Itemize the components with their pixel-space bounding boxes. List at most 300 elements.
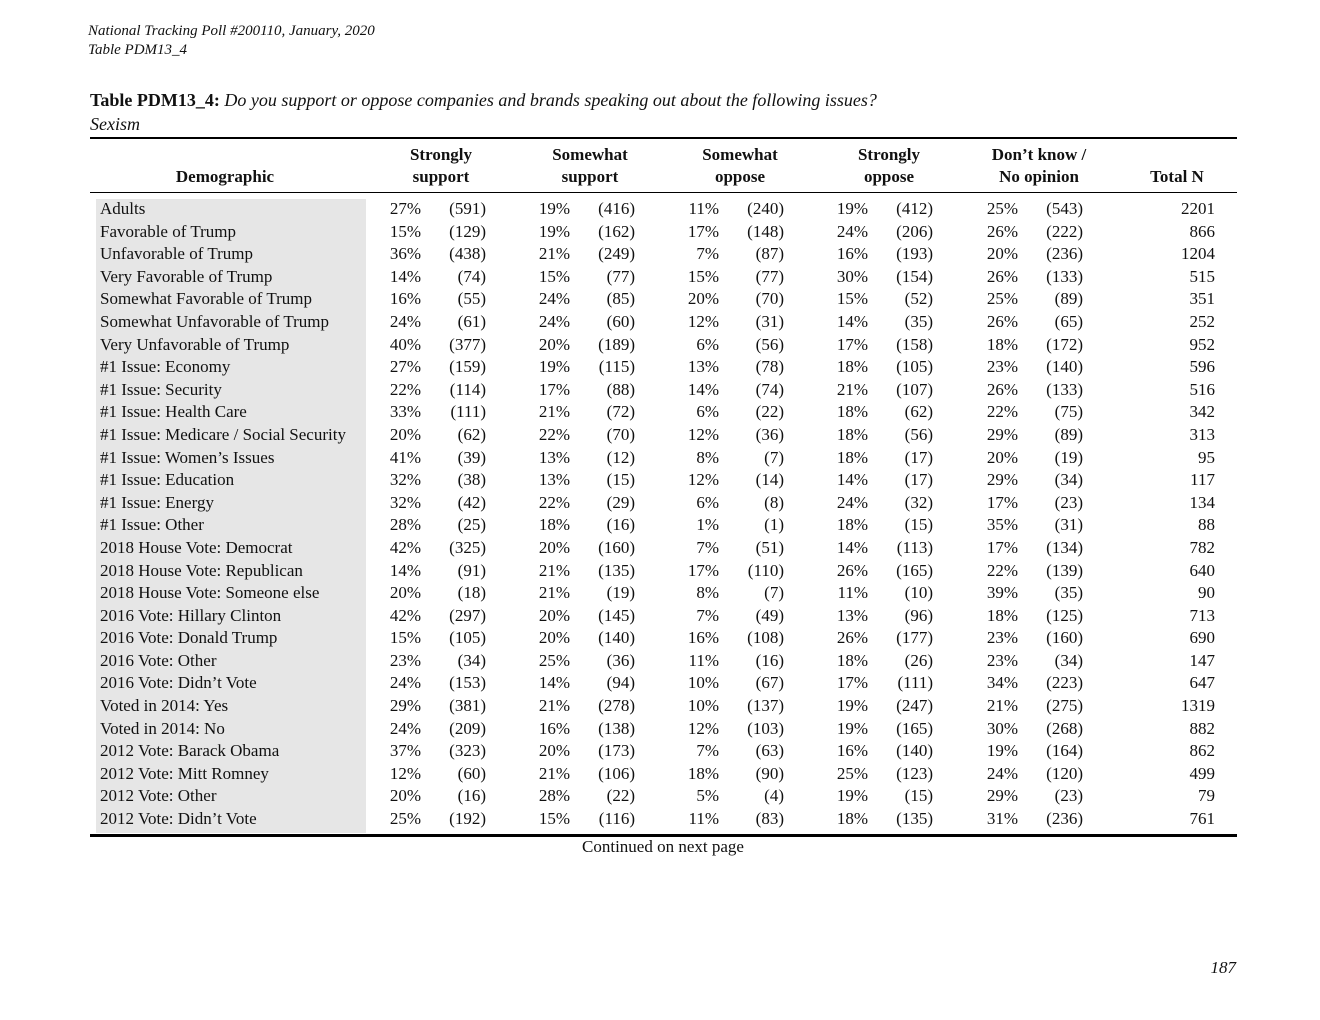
cell-somewhat-support-pct: 19% — [538, 221, 570, 241]
cell-total-n: 252 — [1189, 311, 1215, 331]
cell-strongly-oppose-pct: 14% — [836, 311, 868, 331]
cell-total-n: 952 — [1189, 334, 1215, 354]
column-header-line: Strongly — [409, 145, 473, 164]
cell-strongly-oppose-n: (15) — [904, 515, 933, 535]
cell-strongly-oppose-pct: 15% — [836, 289, 868, 309]
cell-total-n: 147 — [1189, 650, 1215, 670]
cell-somewhat-oppose-pct: 11% — [688, 809, 719, 829]
cell-total-n: 516 — [1189, 379, 1215, 399]
cell-strongly-oppose-n: (26) — [904, 650, 933, 670]
cell-somewhat-support-n: (116) — [598, 809, 635, 829]
cell-strongly-support-pct: 20% — [389, 583, 421, 603]
cell-strongly-support-pct: 22% — [389, 379, 421, 399]
cell-strongly-support-pct: 41% — [389, 447, 421, 467]
cell-somewhat-support-pct: 21% — [538, 402, 570, 422]
cell-dont-know-n: (65) — [1054, 311, 1083, 331]
column-header-demographic — [150, 166, 300, 188]
cell-total-n: 313 — [1189, 424, 1215, 444]
cell-somewhat-oppose-pct: 10% — [687, 673, 719, 693]
column-header-somewhat-oppose — [680, 144, 800, 188]
row-demographic-label: Somewhat Favorable of Trump — [100, 289, 313, 309]
row-demographic-label: 2018 House Vote: Someone else — [100, 583, 320, 603]
table-row — [0, 198, 1320, 221]
cell-somewhat-oppose-n: (8) — [764, 492, 784, 512]
cell-somewhat-oppose-n: (7) — [764, 583, 784, 603]
cell-dont-know-n: (34) — [1054, 470, 1083, 490]
row-demographic-label: #1 Issue: Medicare / Social Security — [100, 424, 346, 444]
cell-strongly-oppose-pct: 18% — [836, 424, 868, 444]
cell-somewhat-oppose-n: (63) — [755, 741, 784, 761]
cell-strongly-oppose-n: (52) — [904, 289, 933, 309]
cell-strongly-oppose-pct: 14% — [836, 537, 868, 557]
cell-somewhat-oppose-n: (7) — [764, 447, 784, 467]
top-rule — [90, 137, 1237, 139]
cell-strongly-support-n: (114) — [449, 379, 486, 399]
cell-strongly-support-n: (297) — [449, 605, 486, 625]
cell-somewhat-oppose-n: (1) — [764, 515, 784, 535]
cell-dont-know-pct: 24% — [986, 763, 1018, 783]
cell-strongly-oppose-n: (412) — [896, 199, 933, 218]
table-question: Do you support or oppose companies and brands speaking out about the following issues? — [224, 90, 877, 110]
cell-strongly-support-pct: 36% — [389, 244, 421, 264]
table-row — [0, 582, 1320, 605]
cell-strongly-oppose-pct: 26% — [836, 560, 868, 580]
cell-strongly-oppose-pct: 19% — [836, 786, 868, 806]
cell-total-n: 866 — [1189, 221, 1215, 241]
table-row — [0, 356, 1320, 379]
cell-somewhat-support-pct: 19% — [538, 199, 570, 218]
cell-dont-know-n: (23) — [1054, 786, 1083, 806]
cell-strongly-oppose-pct: 18% — [836, 809, 868, 829]
cell-strongly-support-n: (16) — [457, 786, 486, 806]
cell-somewhat-support-pct: 20% — [538, 334, 570, 354]
cell-dont-know-pct: 20% — [986, 244, 1018, 264]
cell-strongly-support-pct: 40% — [389, 334, 421, 354]
cell-somewhat-oppose-pct: 7% — [696, 537, 719, 557]
cell-total-n: 95 — [1198, 447, 1215, 467]
cell-strongly-support-pct: 23% — [389, 650, 421, 670]
cell-somewhat-support-pct: 24% — [538, 289, 570, 309]
cell-somewhat-oppose-n: (36) — [755, 424, 784, 444]
row-demographic-label: #1 Issue: Economy — [100, 357, 231, 377]
cell-strongly-support-n: (377) — [449, 334, 486, 354]
cell-dont-know-n: (89) — [1054, 424, 1083, 444]
cell-strongly-support-n: (159) — [449, 357, 486, 377]
cell-strongly-oppose-pct: 13% — [836, 605, 868, 625]
cell-strongly-support-pct: 14% — [389, 266, 421, 286]
column-header-strongly-oppose — [829, 144, 949, 188]
cell-strongly-support-pct: 29% — [389, 696, 421, 716]
cell-total-n: 134 — [1189, 492, 1215, 512]
table-row — [0, 627, 1320, 650]
row-demographic-label: Favorable of Trump — [100, 221, 236, 241]
cell-strongly-support-n: (34) — [457, 650, 486, 670]
cell-somewhat-support-n: (145) — [598, 605, 635, 625]
cell-strongly-support-n: (192) — [449, 809, 486, 829]
column-header-line: oppose — [714, 167, 766, 186]
cell-strongly-oppose-n: (96) — [904, 605, 933, 625]
cell-somewhat-support-n: (70) — [606, 424, 635, 444]
cell-strongly-support-n: (60) — [457, 763, 486, 783]
cell-somewhat-oppose-n: (78) — [755, 357, 784, 377]
row-demographic-label: 2016 Vote: Donald Trump — [100, 628, 278, 648]
cell-strongly-oppose-n: (32) — [904, 492, 933, 512]
cell-somewhat-support-pct: 20% — [538, 537, 570, 557]
row-demographic-label: #1 Issue: Energy — [100, 492, 214, 512]
cell-strongly-support-pct: 15% — [389, 221, 421, 241]
cell-dont-know-n: (140) — [1046, 357, 1083, 377]
cell-somewhat-oppose-pct: 18% — [687, 763, 719, 783]
cell-somewhat-oppose-pct: 10% — [687, 696, 719, 716]
row-demographic-label: Somewhat Unfavorable of Trump — [100, 311, 330, 331]
cell-somewhat-oppose-pct: 12% — [687, 470, 719, 490]
cell-strongly-support-n: (38) — [457, 470, 486, 490]
cell-dont-know-n: (236) — [1046, 809, 1083, 829]
cell-strongly-support-pct: 28% — [389, 515, 421, 535]
column-header-somewhat-support — [530, 144, 650, 188]
cell-strongly-oppose-n: (206) — [896, 221, 933, 241]
column-header-demographic-text: Demographic — [175, 167, 275, 186]
table-row — [0, 334, 1320, 357]
cell-dont-know-n: (268) — [1046, 718, 1083, 738]
cell-strongly-support-pct: 15% — [389, 628, 421, 648]
cell-strongly-oppose-pct: 17% — [836, 334, 868, 354]
cell-strongly-oppose-pct: 18% — [836, 447, 868, 467]
cell-strongly-oppose-pct: 21% — [836, 379, 868, 399]
cell-somewhat-oppose-n: (108) — [747, 628, 784, 648]
cell-strongly-oppose-pct: 30% — [836, 266, 868, 286]
cell-somewhat-support-pct: 15% — [538, 809, 570, 829]
cell-strongly-support-n: (25) — [457, 515, 486, 535]
cell-somewhat-support-pct: 15% — [538, 266, 570, 286]
cell-dont-know-pct: 35% — [986, 515, 1018, 535]
running-head — [88, 22, 375, 60]
cell-strongly-support-pct: 37% — [389, 741, 421, 761]
cell-strongly-support-pct: 14% — [389, 560, 421, 580]
table-row — [0, 514, 1320, 537]
running-head-table-id: Table PDM13_4 — [88, 42, 188, 58]
cell-strongly-support-n: (61) — [457, 311, 486, 331]
cell-strongly-oppose-n: (56) — [904, 424, 933, 444]
cell-strongly-support-pct: 32% — [389, 470, 421, 490]
row-demographic-label: 2016 Vote: Hillary Clinton — [100, 605, 282, 625]
row-demographic-label: 2012 Vote: Didn’t Vote — [100, 809, 257, 829]
cell-somewhat-support-n: (189) — [598, 334, 635, 354]
row-demographic-label: Voted in 2014: No — [100, 718, 225, 738]
cell-strongly-support-pct: 20% — [389, 786, 421, 806]
cell-somewhat-support-n: (60) — [606, 311, 635, 331]
table-body — [0, 198, 1320, 831]
cell-dont-know-pct: 26% — [986, 379, 1018, 399]
cell-somewhat-support-pct: 21% — [538, 696, 570, 716]
cell-total-n: 647 — [1189, 673, 1215, 693]
cell-strongly-support-n: (105) — [449, 628, 486, 648]
row-demographic-label: 2018 House Vote: Republican — [100, 560, 303, 580]
cell-dont-know-pct: 34% — [986, 673, 1018, 693]
cell-somewhat-oppose-n: (103) — [747, 718, 784, 738]
cell-total-n: 499 — [1189, 763, 1215, 783]
cell-strongly-oppose-pct: 18% — [836, 357, 868, 377]
cell-somewhat-oppose-n: (74) — [755, 379, 784, 399]
cell-strongly-oppose-pct: 16% — [836, 244, 868, 264]
cell-somewhat-oppose-pct: 11% — [688, 199, 719, 218]
cell-strongly-oppose-n: (17) — [904, 447, 933, 467]
cell-strongly-oppose-pct: 24% — [836, 492, 868, 512]
row-demographic-label: 2012 Vote: Other — [100, 786, 217, 806]
cell-total-n: 351 — [1189, 289, 1215, 309]
table-label: Table PDM13_4: — [90, 90, 220, 110]
column-header-line: oppose — [863, 167, 915, 186]
cell-somewhat-support-pct: 20% — [538, 741, 570, 761]
cell-strongly-oppose-pct: 18% — [836, 402, 868, 422]
cell-strongly-support-pct: 32% — [389, 492, 421, 512]
cell-strongly-oppose-n: (247) — [896, 696, 933, 716]
cell-strongly-oppose-pct: 19% — [836, 696, 868, 716]
cell-strongly-support-pct: 42% — [389, 605, 421, 625]
running-head-poll: National Tracking Poll #200110, January, 2020 — [88, 23, 375, 39]
cell-dont-know-n: (160) — [1046, 628, 1083, 648]
cell-somewhat-support-n: (15) — [606, 470, 635, 490]
cell-dont-know-pct: 17% — [986, 537, 1018, 557]
cell-dont-know-n: (35) — [1054, 583, 1083, 603]
table-row — [0, 243, 1320, 266]
row-demographic-label: #1 Issue: Security — [100, 379, 222, 399]
table-subtitle: Sexism — [90, 114, 140, 134]
cell-somewhat-support-pct: 13% — [538, 447, 570, 467]
cell-dont-know-pct: 26% — [986, 266, 1018, 286]
cell-somewhat-oppose-n: (16) — [755, 650, 784, 670]
cell-strongly-oppose-pct: 18% — [836, 650, 868, 670]
column-header-line: Don’t know / — [991, 145, 1087, 164]
row-demographic-label: 2012 Vote: Mitt Romney — [100, 763, 269, 783]
cell-somewhat-oppose-pct: 7% — [696, 741, 719, 761]
cell-somewhat-support-pct: 22% — [538, 424, 570, 444]
cell-somewhat-support-n: (173) — [598, 741, 635, 761]
cell-strongly-oppose-pct: 19% — [836, 199, 868, 218]
cell-strongly-oppose-n: (111) — [897, 673, 933, 693]
table-row — [0, 379, 1320, 402]
cell-strongly-support-pct: 42% — [389, 537, 421, 557]
cell-dont-know-pct: 21% — [986, 696, 1018, 716]
cell-somewhat-oppose-pct: 11% — [688, 650, 719, 670]
cell-somewhat-support-pct: 21% — [538, 244, 570, 264]
cell-strongly-support-n: (381) — [449, 696, 486, 716]
cell-dont-know-n: (125) — [1046, 605, 1083, 625]
cell-strongly-support-pct: 16% — [389, 289, 421, 309]
cell-dont-know-pct: 25% — [986, 199, 1018, 218]
cell-somewhat-support-pct: 24% — [538, 311, 570, 331]
column-header-line: No opinion — [999, 167, 1079, 186]
cell-somewhat-oppose-pct: 20% — [687, 289, 719, 309]
cell-dont-know-n: (75) — [1054, 402, 1083, 422]
cell-somewhat-oppose-n: (90) — [755, 763, 784, 783]
table-row — [0, 560, 1320, 583]
cell-dont-know-n: (133) — [1046, 266, 1083, 286]
cell-dont-know-n: (23) — [1054, 492, 1083, 512]
table-row — [0, 740, 1320, 763]
cell-strongly-oppose-n: (177) — [896, 628, 933, 648]
cell-somewhat-oppose-n: (70) — [755, 289, 784, 309]
cell-dont-know-pct: 31% — [986, 809, 1018, 829]
cell-dont-know-pct: 19% — [986, 741, 1018, 761]
column-header-dont-know — [969, 144, 1109, 188]
cell-strongly-oppose-n: (165) — [896, 718, 933, 738]
cell-somewhat-support-n: (140) — [598, 628, 635, 648]
cell-somewhat-support-n: (19) — [606, 583, 635, 603]
cell-somewhat-support-n: (106) — [598, 763, 635, 783]
cell-total-n: 640 — [1189, 560, 1215, 580]
cell-strongly-oppose-n: (107) — [896, 379, 933, 399]
cell-dont-know-n: (275) — [1046, 696, 1083, 716]
cell-somewhat-oppose-n: (240) — [747, 199, 784, 218]
cell-strongly-support-n: (74) — [457, 266, 486, 286]
row-demographic-label: #1 Issue: Education — [100, 470, 235, 490]
cell-strongly-oppose-n: (35) — [904, 311, 933, 331]
table-row — [0, 537, 1320, 560]
cell-somewhat-oppose-pct: 16% — [687, 628, 719, 648]
cell-somewhat-support-n: (88) — [606, 379, 635, 399]
cell-somewhat-oppose-pct: 8% — [696, 447, 719, 467]
cell-somewhat-oppose-pct: 14% — [687, 379, 719, 399]
cell-somewhat-oppose-n: (67) — [755, 673, 784, 693]
cell-somewhat-oppose-n: (4) — [764, 786, 784, 806]
cell-somewhat-oppose-pct: 6% — [696, 334, 719, 354]
cell-somewhat-support-n: (12) — [606, 447, 635, 467]
cell-total-n: 782 — [1189, 537, 1215, 557]
cell-somewhat-support-pct: 20% — [538, 628, 570, 648]
cell-dont-know-n: (223) — [1046, 673, 1083, 693]
cell-somewhat-oppose-n: (83) — [755, 809, 784, 829]
cell-strongly-oppose-n: (154) — [896, 266, 933, 286]
table-row — [0, 401, 1320, 424]
cell-somewhat-support-pct: 21% — [538, 583, 570, 603]
column-header-line: Somewhat — [552, 145, 628, 164]
cell-somewhat-oppose-n: (51) — [755, 537, 784, 557]
cell-strongly-support-n: (62) — [457, 424, 486, 444]
cell-somewhat-oppose-n: (14) — [755, 470, 784, 490]
cell-strongly-oppose-n: (105) — [896, 357, 933, 377]
cell-somewhat-oppose-pct: 15% — [687, 266, 719, 286]
cell-somewhat-support-n: (162) — [598, 221, 635, 241]
cell-dont-know-pct: 29% — [986, 470, 1018, 490]
cell-dont-know-pct: 30% — [986, 718, 1018, 738]
cell-total-n: 2201 — [1181, 199, 1215, 218]
cell-somewhat-oppose-n: (148) — [747, 221, 784, 241]
row-demographic-label: Unfavorable of Trump — [100, 244, 253, 264]
cell-strongly-oppose-pct: 26% — [836, 628, 868, 648]
cell-strongly-oppose-n: (62) — [904, 402, 933, 422]
cell-strongly-support-n: (129) — [449, 221, 486, 241]
cell-somewhat-support-n: (115) — [598, 357, 635, 377]
column-header-line: Strongly — [857, 145, 921, 164]
cell-somewhat-oppose-n: (56) — [755, 334, 784, 354]
table-row — [0, 492, 1320, 515]
cell-dont-know-n: (164) — [1046, 741, 1083, 761]
column-header-line: Somewhat — [702, 145, 778, 164]
table-row — [0, 672, 1320, 695]
cell-dont-know-pct: 17% — [986, 492, 1018, 512]
cell-dont-know-n: (120) — [1046, 763, 1083, 783]
cell-somewhat-oppose-pct: 17% — [687, 560, 719, 580]
cell-total-n: 117 — [1190, 470, 1215, 490]
cell-total-n: 1204 — [1181, 244, 1215, 264]
cell-somewhat-support-n: (138) — [598, 718, 635, 738]
cell-strongly-support-pct: 12% — [389, 763, 421, 783]
column-header-line: support — [561, 167, 619, 186]
cell-dont-know-pct: 22% — [986, 560, 1018, 580]
row-demographic-label: Adults — [100, 199, 146, 218]
cell-somewhat-support-pct: 21% — [538, 763, 570, 783]
cell-total-n: 713 — [1189, 605, 1215, 625]
table-row — [0, 785, 1320, 808]
cell-somewhat-oppose-pct: 1% — [696, 515, 719, 535]
cell-somewhat-oppose-n: (137) — [747, 696, 784, 716]
cell-somewhat-support-n: (160) — [598, 537, 635, 557]
cell-total-n: 690 — [1189, 628, 1215, 648]
cell-strongly-support-n: (55) — [457, 289, 486, 309]
cell-somewhat-oppose-n: (31) — [755, 311, 784, 331]
cell-somewhat-oppose-n: (87) — [755, 244, 784, 264]
row-demographic-label: 2016 Vote: Other — [100, 650, 217, 670]
cell-somewhat-support-pct: 16% — [538, 718, 570, 738]
cell-somewhat-support-pct: 14% — [538, 673, 570, 693]
cell-strongly-support-n: (91) — [457, 560, 486, 580]
table-row — [0, 311, 1320, 334]
cell-total-n: 90 — [1198, 583, 1215, 603]
cell-dont-know-pct: 23% — [986, 650, 1018, 670]
cell-dont-know-pct: 39% — [986, 583, 1018, 603]
cell-somewhat-support-n: (72) — [606, 402, 635, 422]
cell-total-n: 761 — [1189, 809, 1215, 829]
row-demographic-label: #1 Issue: Health Care — [100, 402, 247, 422]
cell-strongly-oppose-n: (17) — [904, 470, 933, 490]
row-demographic-label: 2012 Vote: Barack Obama — [100, 741, 280, 761]
cell-total-n: 596 — [1189, 357, 1215, 377]
cell-somewhat-support-n: (278) — [598, 696, 635, 716]
cell-dont-know-pct: 29% — [986, 424, 1018, 444]
cell-somewhat-oppose-n: (110) — [747, 560, 784, 580]
header-rule — [90, 192, 1237, 193]
cell-somewhat-oppose-pct: 7% — [696, 244, 719, 264]
cell-dont-know-pct: 18% — [986, 605, 1018, 625]
cell-somewhat-support-pct: 19% — [538, 357, 570, 377]
cell-somewhat-support-pct: 13% — [538, 470, 570, 490]
cell-dont-know-pct: 23% — [986, 357, 1018, 377]
cell-dont-know-pct: 26% — [986, 311, 1018, 331]
cell-dont-know-n: (19) — [1054, 447, 1083, 467]
cell-somewhat-oppose-pct: 7% — [696, 605, 719, 625]
cell-somewhat-support-pct: 28% — [538, 786, 570, 806]
cell-strongly-oppose-pct: 16% — [836, 741, 868, 761]
column-header-total-n-text: Total N — [1150, 167, 1204, 186]
cell-somewhat-support-pct: 18% — [538, 515, 570, 535]
cell-strongly-support-n: (153) — [449, 673, 486, 693]
cell-total-n: 882 — [1189, 718, 1215, 738]
cell-somewhat-oppose-n: (49) — [755, 605, 784, 625]
cell-strongly-oppose-pct: 11% — [837, 583, 868, 603]
row-demographic-label: 2018 House Vote: Democrat — [100, 537, 293, 557]
row-demographic-label: Very Unfavorable of Trump — [100, 334, 290, 354]
cell-dont-know-pct: 25% — [986, 289, 1018, 309]
cell-total-n: 862 — [1189, 741, 1215, 761]
cell-somewhat-oppose-pct: 6% — [696, 492, 719, 512]
cell-strongly-support-pct: 24% — [389, 718, 421, 738]
table-row — [0, 718, 1320, 741]
cell-dont-know-pct: 26% — [986, 221, 1018, 241]
cell-somewhat-support-n: (249) — [598, 244, 635, 264]
row-demographic-label: 2016 Vote: Didn’t Vote — [100, 673, 257, 693]
cell-strongly-support-n: (42) — [457, 492, 486, 512]
